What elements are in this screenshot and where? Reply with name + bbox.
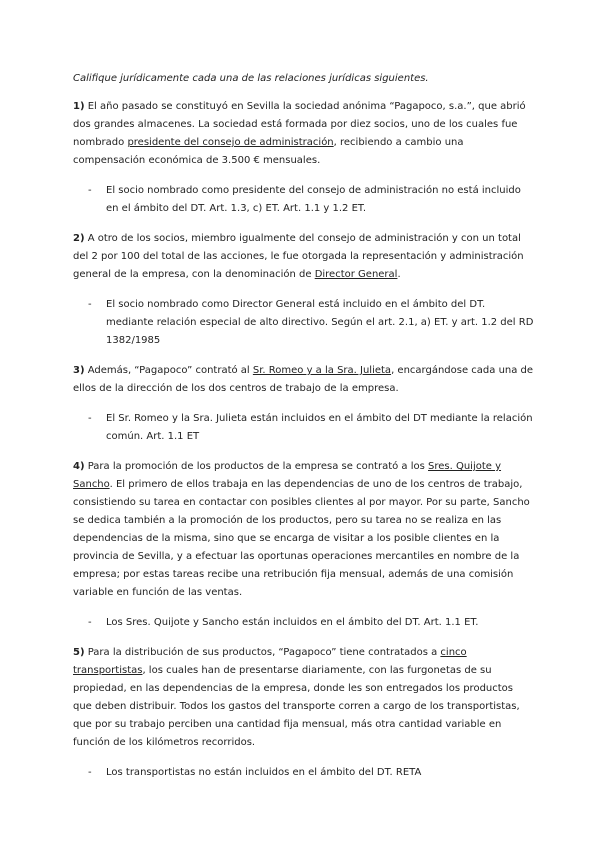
underlined-term: Director General [314,269,398,280]
document-page [73,70,535,794]
question-text: . [397,269,401,280]
question-4 [73,458,535,602]
answer-3 [73,410,535,446]
question-text: Para la promoción de los productos de la empresa se contrató a los [84,461,429,472]
answer-5 [73,764,535,782]
question-3 [73,362,535,398]
question-text: A otro de los socios, miembro igualmente del consejo de administración y con un total del 2 por 100 del total de las acciones, le fue otorgada la representación y administración general de la empresa, con la denominación de [73,233,524,280]
answer-2 [73,296,535,350]
question-text: Para la distribución de sus productos, “Pagapoco” tiene contratados a [84,647,441,658]
question-text: El año pasado se constituyó en Sevilla la sociedad anónima “Pagapoco, s.a.”, que abrió dos grandes almacenes. La sociedad está formada por diez socios, uno de los cuales fue nombrado [73,101,526,148]
question-2 [73,230,535,284]
bullet-dash: - [88,299,92,310]
answer-text: El socio nombrado como Director General está incluido en el ámbito del DT. mediante relación especial de alto directivo. Según el art. 2.1, a) ET. y art. 1.2 del RD 1382/1985 [106,299,534,346]
underlined-term: presidente del consejo de administración [127,137,334,148]
question-text: , encargándose cada una de ellos de la dirección de los dos centros de trabajo de la empresa. [73,365,534,394]
instructions: Califique jurídicamente cada una de las relaciones jurídicas siguientes. [73,73,429,84]
underlined-term: Sr. Romeo y a la Sra. Julieta [252,365,392,376]
answer-text: Los Sres. Quijote y Sancho están incluidos en el ámbito del DT. Art. 1.1 ET. [106,617,479,628]
question-text: Además, “Pagapoco” contrató al [84,365,253,376]
question-number: 4) [73,461,85,472]
answer-text: El socio nombrado como presidente del consejo de administración no está incluido en el ámbito del DT. Art. 1.3, c) ET. Art. 1.1 y 1.2 ET. [106,185,521,214]
question-text: , los cuales han de presentarse diariamente, con las furgonetas de su propiedad, en las dependencias de la empresa, donde les son entregados los productos que deben distribuir. Todos los gastos del transporte corren a cargo de los transportistas, que por su trabajo perciben una cantidad fija mensual, más otra cantidad variable en función de los kilómetros recorridos. [73,665,520,748]
question-5 [73,644,535,752]
question-number: 2) [73,233,85,244]
question-number: 3) [73,365,85,376]
bullet-dash: - [88,185,92,196]
answer-4 [73,614,535,632]
bullet-dash: - [88,413,92,424]
question-text: , recibiendo a cambio una compensación económica de 3.500 € mensuales. [73,137,464,166]
answer-text: Los transportistas no están incluidos en el ámbito del DT. RETA [106,767,422,778]
bullet-dash: - [88,767,92,778]
question-text: . El primero de ellos trabaja en las dependencias de uno de los centros de trabajo, consistiendo su tarea en contactar con posibles clientes al por mayor. Por su parte, Sancho se dedica también a la promoción de los productos, pero su tarea no se realiza en las dependencias de la misma, sino que se encarga de visitar a los posible clientes en la provincia de Sevilla, y a efectuar las oportunas operaciones mercantiles en nombre de la empresa; por estas tareas recibe una retribución fija mensual, además de una comisión variable en función de las ventas. [73,479,530,598]
question-1 [73,98,535,170]
underlined-term: cinco transportistas [73,647,467,676]
question-number: 1) [73,101,85,112]
answer-1 [73,182,535,218]
underlined-term: Sres. Quijote y Sancho [73,461,502,490]
question-number: 5) [73,647,85,658]
answer-text: El Sr. Romeo y la Sra. Julieta están incluidos en el ámbito del DT mediante la relación común. Art. 1.1 ET [106,413,533,442]
bullet-dash: - [88,617,92,628]
